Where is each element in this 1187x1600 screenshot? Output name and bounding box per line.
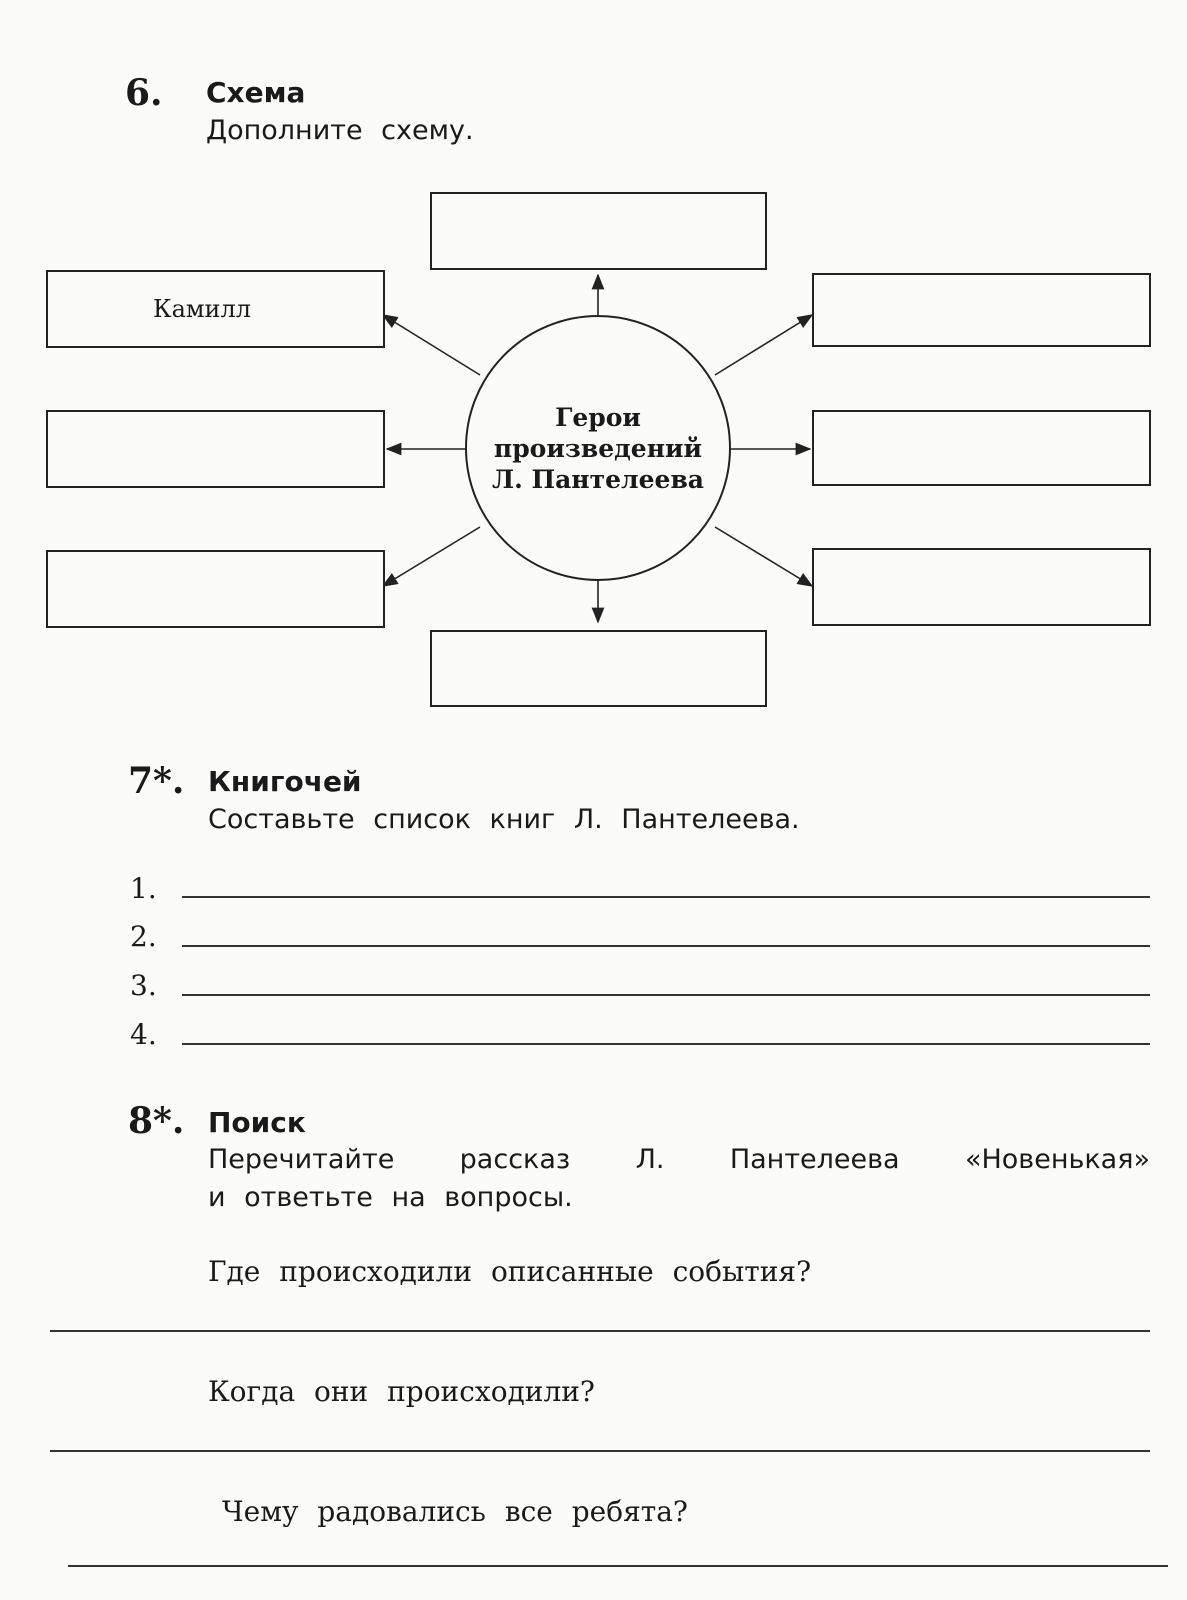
scheme-box-upper-left[interactable]: Камилл [46, 270, 385, 348]
list-number-3: 3. [130, 969, 157, 1002]
scheme-box-middle-left[interactable] [46, 410, 385, 488]
arrow-lower-right [715, 527, 812, 586]
scheme-box-lower-right[interactable] [812, 548, 1151, 626]
task-7-number: 7*. [128, 760, 185, 802]
task-6-title: Схема [206, 76, 306, 109]
answer-line-3[interactable] [182, 994, 1150, 996]
task-8-title: Поиск [208, 1106, 306, 1139]
arrow-lower-left [383, 527, 480, 586]
center-line-2: произведений [493, 433, 703, 463]
question-1: Где происходили описанные события? [208, 1255, 812, 1288]
list-number-2: 2. [130, 920, 157, 953]
task-6-instruction: Дополните схему. [206, 115, 474, 146]
answer-line-2[interactable] [182, 945, 1150, 947]
answer-line-1[interactable] [182, 896, 1150, 898]
scheme-box-lower-left[interactable] [46, 550, 385, 628]
task-7-instruction: Составьте список книг Л. Пантелеева. [208, 804, 800, 835]
scheme-box-bottom[interactable] [430, 630, 767, 707]
question-2-answer-line[interactable] [50, 1450, 1150, 1452]
center-line-3: Л. Пантелеева [491, 464, 705, 494]
scheme-center-circle [465, 315, 731, 581]
question-2: Когда они происходили? [208, 1375, 595, 1408]
scheme-box-upper-right[interactable] [812, 273, 1151, 347]
list-number-1: 1. [130, 872, 157, 905]
list-number-4: 4. [130, 1018, 157, 1051]
task-8-instruction-line-1: Перечитайте рассказ Л. Пантелеева «Новенькая» [208, 1144, 1150, 1175]
question-3-answer-line[interactable] [68, 1565, 1168, 1567]
task-8-instruction-line-2: и ответьте на вопросы. [208, 1182, 573, 1213]
answer-line-4[interactable] [182, 1043, 1150, 1045]
scheme-box-middle-right[interactable] [812, 410, 1151, 486]
task-7-title: Книгочей [208, 765, 362, 798]
task-8-number: 8*. [128, 1100, 185, 1142]
arrow-upper-right [715, 315, 812, 375]
center-line-1: Герои [555, 402, 641, 432]
question-3: Чему радовались все ребята? [222, 1495, 688, 1528]
arrow-upper-left [383, 315, 480, 375]
question-1-answer-line[interactable] [50, 1330, 1150, 1332]
scheme-box-top[interactable] [430, 192, 767, 270]
task-6-number: 6. [125, 72, 163, 114]
